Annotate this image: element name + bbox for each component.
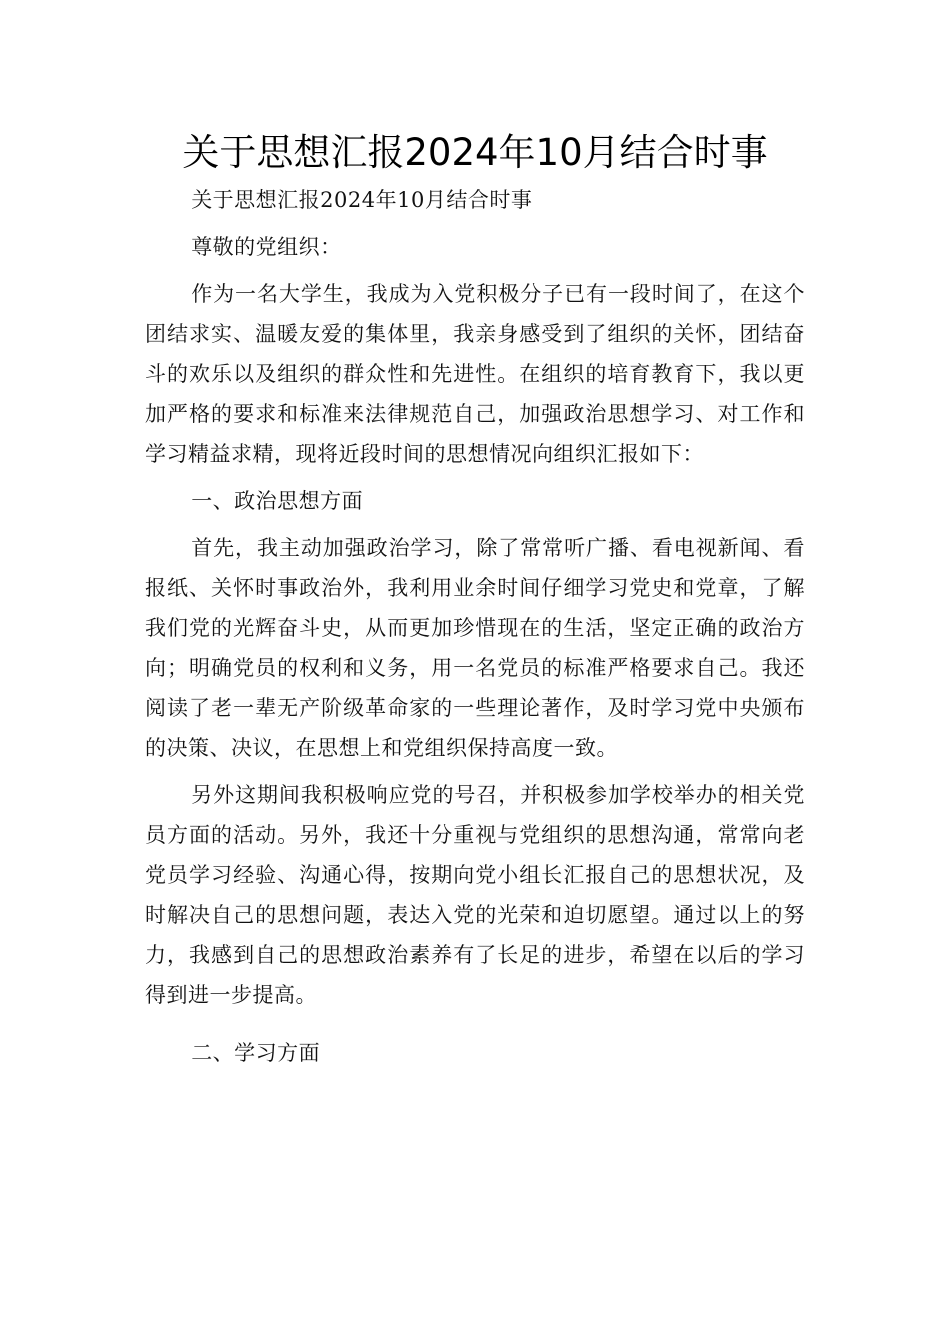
- document-body: [145, 180, 805, 1080]
- subtitle-paragraph: 关于思想汇报2024年10月结合时事: [191, 188, 533, 212]
- section-heading-political: 一、政治思想方面: [191, 489, 364, 513]
- activities-paragraph: 另外这期间我积极响应党的号召，并积极参加学校举办的相关党员方面的活动。另外，我还十分重视与党组织的思想沟通，常常向老党员学习经验、沟通心得，按期向党小组长汇报自己的思想状况，及时解决自己的思想问题，表达入党的光荣和迫切愿望。通过以上的努力，我感到自己的思想政治素养有了长足的进步，希望在以后的学习得到进一步提高。: [145, 783, 805, 1007]
- intro-paragraph: 作为一名大学生，我成为入党积极分子已有一段时间了，在这个团结求实、温暖友爱的集体里，我亲身感受到了组织的关怀，团结奋斗的欢乐以及组织的群众性和先进性。在组织的培育教育下，我以更加严格的要求和标准来法律规范自己，加强政治思想学习、对工作和学习精益求精，现将近段时间的思想情况向组织汇报如下：: [145, 282, 805, 466]
- section-heading-study: 二、学习方面: [191, 1041, 321, 1065]
- document-title: 关于思想汇报2024年10月结合时事: [182, 131, 768, 174]
- salutation-paragraph: 尊敬的党组织：: [191, 235, 342, 259]
- political-study-paragraph: 首先，我主动加强政治学习，除了常常听广播、看电视新闻、看报纸、关怀时事政治外，我利用业余时间仔细学习党史和党章，了解我们党的光辉奋斗史，从而更加珍惜现在的生活，坚定正确的政治方向；明确党员的权利和义务，用一名党员的标准严格要求自己。我还阅读了老一辈无产阶级革命家的一些理论著作，及时学习党中央颁布的决策、决议，在思想上和党组织保持高度一致。: [145, 536, 805, 760]
